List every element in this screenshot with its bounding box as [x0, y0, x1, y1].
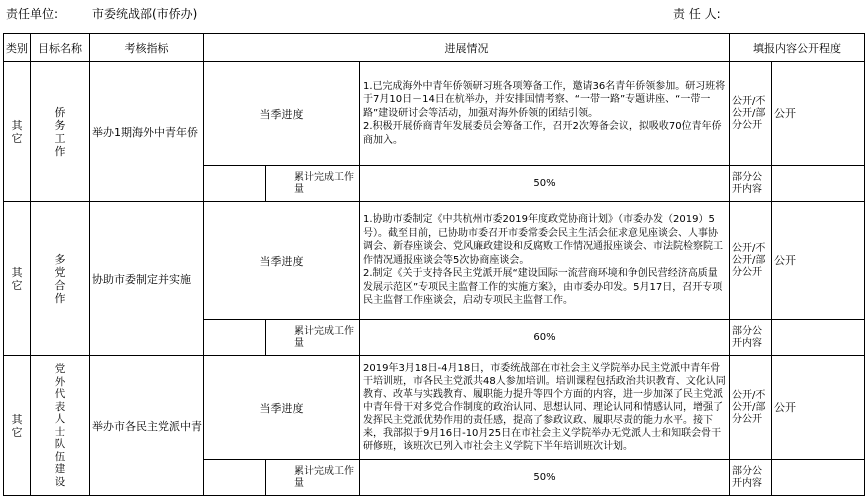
cumulative-label: 累计完成工作量 — [266, 166, 360, 202]
target-cell: 多党合作 — [31, 202, 90, 356]
cumulative-disclosure: 部分公开内容 — [730, 320, 772, 356]
cumulative-label: 累计完成工作量 — [266, 460, 360, 496]
indicator-cell: 举办1期海外中青年侨 — [90, 62, 204, 202]
cumulative-value: 60% — [360, 320, 730, 356]
option-cell: 公开/不公开/部分公开 — [730, 356, 772, 460]
unit-value: 市委统战部(市侨办) — [92, 7, 198, 21]
category-cell: 其它 — [4, 62, 31, 202]
category-cell: 其它 — [4, 356, 31, 496]
progress-cell: 1.已完成海外中青年侨领研习班各项筹备工作，邀请36名青年侨领参加。研习班将于7月10日－14日在杭举办，并安排国情考察、“一带一路”专题讲座、“一带一路”建设研讨会等活动，加强对海外侨领的团结引领。 2.积极开展侨商青年发展委员会筹备工作，召开2次筹备会议，拟吸收70位青年侨商加入。 — [360, 62, 730, 166]
col-header-target: 目标名称 — [31, 34, 90, 62]
option-cell: 公开/不公开/部分公开 — [730, 202, 772, 320]
col-header-indicator: 考核指标 — [90, 34, 204, 62]
period-label: 当季进度 — [204, 202, 360, 320]
disclosure-cell: 公开 — [772, 356, 865, 460]
table-row — [4, 356, 865, 460]
cumulative-disclosure: 部分公开内容 — [730, 166, 772, 202]
target-cell: 侨务工作 — [31, 62, 90, 202]
option-cell: 公开/不公开/部分公开 — [730, 62, 772, 166]
disclosure-cell: 公开 — [772, 62, 865, 166]
table-row — [4, 62, 865, 166]
cumulative-value: 50% — [360, 166, 730, 202]
cumulative-value: 50% — [360, 460, 730, 496]
unit-label: 责任单位: — [6, 7, 59, 21]
indicator-cell: 举办市各民主党派中青 — [90, 356, 204, 496]
col-header-category: 类别 — [4, 34, 31, 62]
table-header-row — [4, 34, 865, 62]
progress-cell: 1.协助市委制定《中共杭州市委2019年度政党协商计划》（市委办发（2019）5号）。截至目前，已协助市委召开市委常委会民主生活会征求意见座谈会、人事协调会、新春座谈会、党风廉政建设和反腐败工作情况通报座谈会、市法院检察院工作情况通报座谈会等5次协商座谈会。 2.制定《关于支持各民主党派开展“建设国际一流营商环境和争创民营经济高质量发展示范区”专项民主监督工作的实施方案》，由市委办印发。5月17日，召开专项民主监督工作座谈会，启动专项民主监督工作。 — [360, 202, 730, 320]
cumulative-disclosure: 部分公开内容 — [730, 460, 772, 496]
cumulative-label: 累计完成工作量 — [266, 320, 360, 356]
category-cell: 其它 — [4, 202, 31, 356]
period-label: 当季进度 — [204, 356, 360, 460]
progress-table — [3, 33, 865, 496]
disclosure-cell: 公开 — [772, 202, 865, 320]
table-row — [4, 202, 865, 320]
target-cell: 党外代表人士队伍建设 — [31, 356, 90, 496]
col-header-progress: 进展情况 — [204, 34, 730, 62]
progress-cell: 2019年3月18日-4月18日，市委统战部在市社会主义学院举办民主党派中青年骨干培训班，市各民主党派共48人参加培训。培训课程包括政治共识教育、文化认同教育、改革与实践教育、履职能力提升等四个方面的内容，进一步加深了民主党派中青年骨干对多党合作制度的政治认同、思想认同、理论认同和情感认同，增强了发挥民主党派优势作用的责任感，提高了参政议政、履职尽责的能力水平。接下来，我部拟于9月16日-10月25日在市社会主义学院举办无党派人士和知联会骨干研修班，该班次已列入市社会主义学院下半年培训班次计划。 — [360, 356, 730, 460]
indicator-cell: 协助市委制定并实施 — [90, 202, 204, 356]
person-label: 责 任 人: — [673, 7, 721, 21]
period-label: 当季进度 — [204, 62, 360, 166]
report-header — [0, 0, 867, 28]
col-header-disclosure: 填报内容公开程度 — [730, 34, 865, 62]
